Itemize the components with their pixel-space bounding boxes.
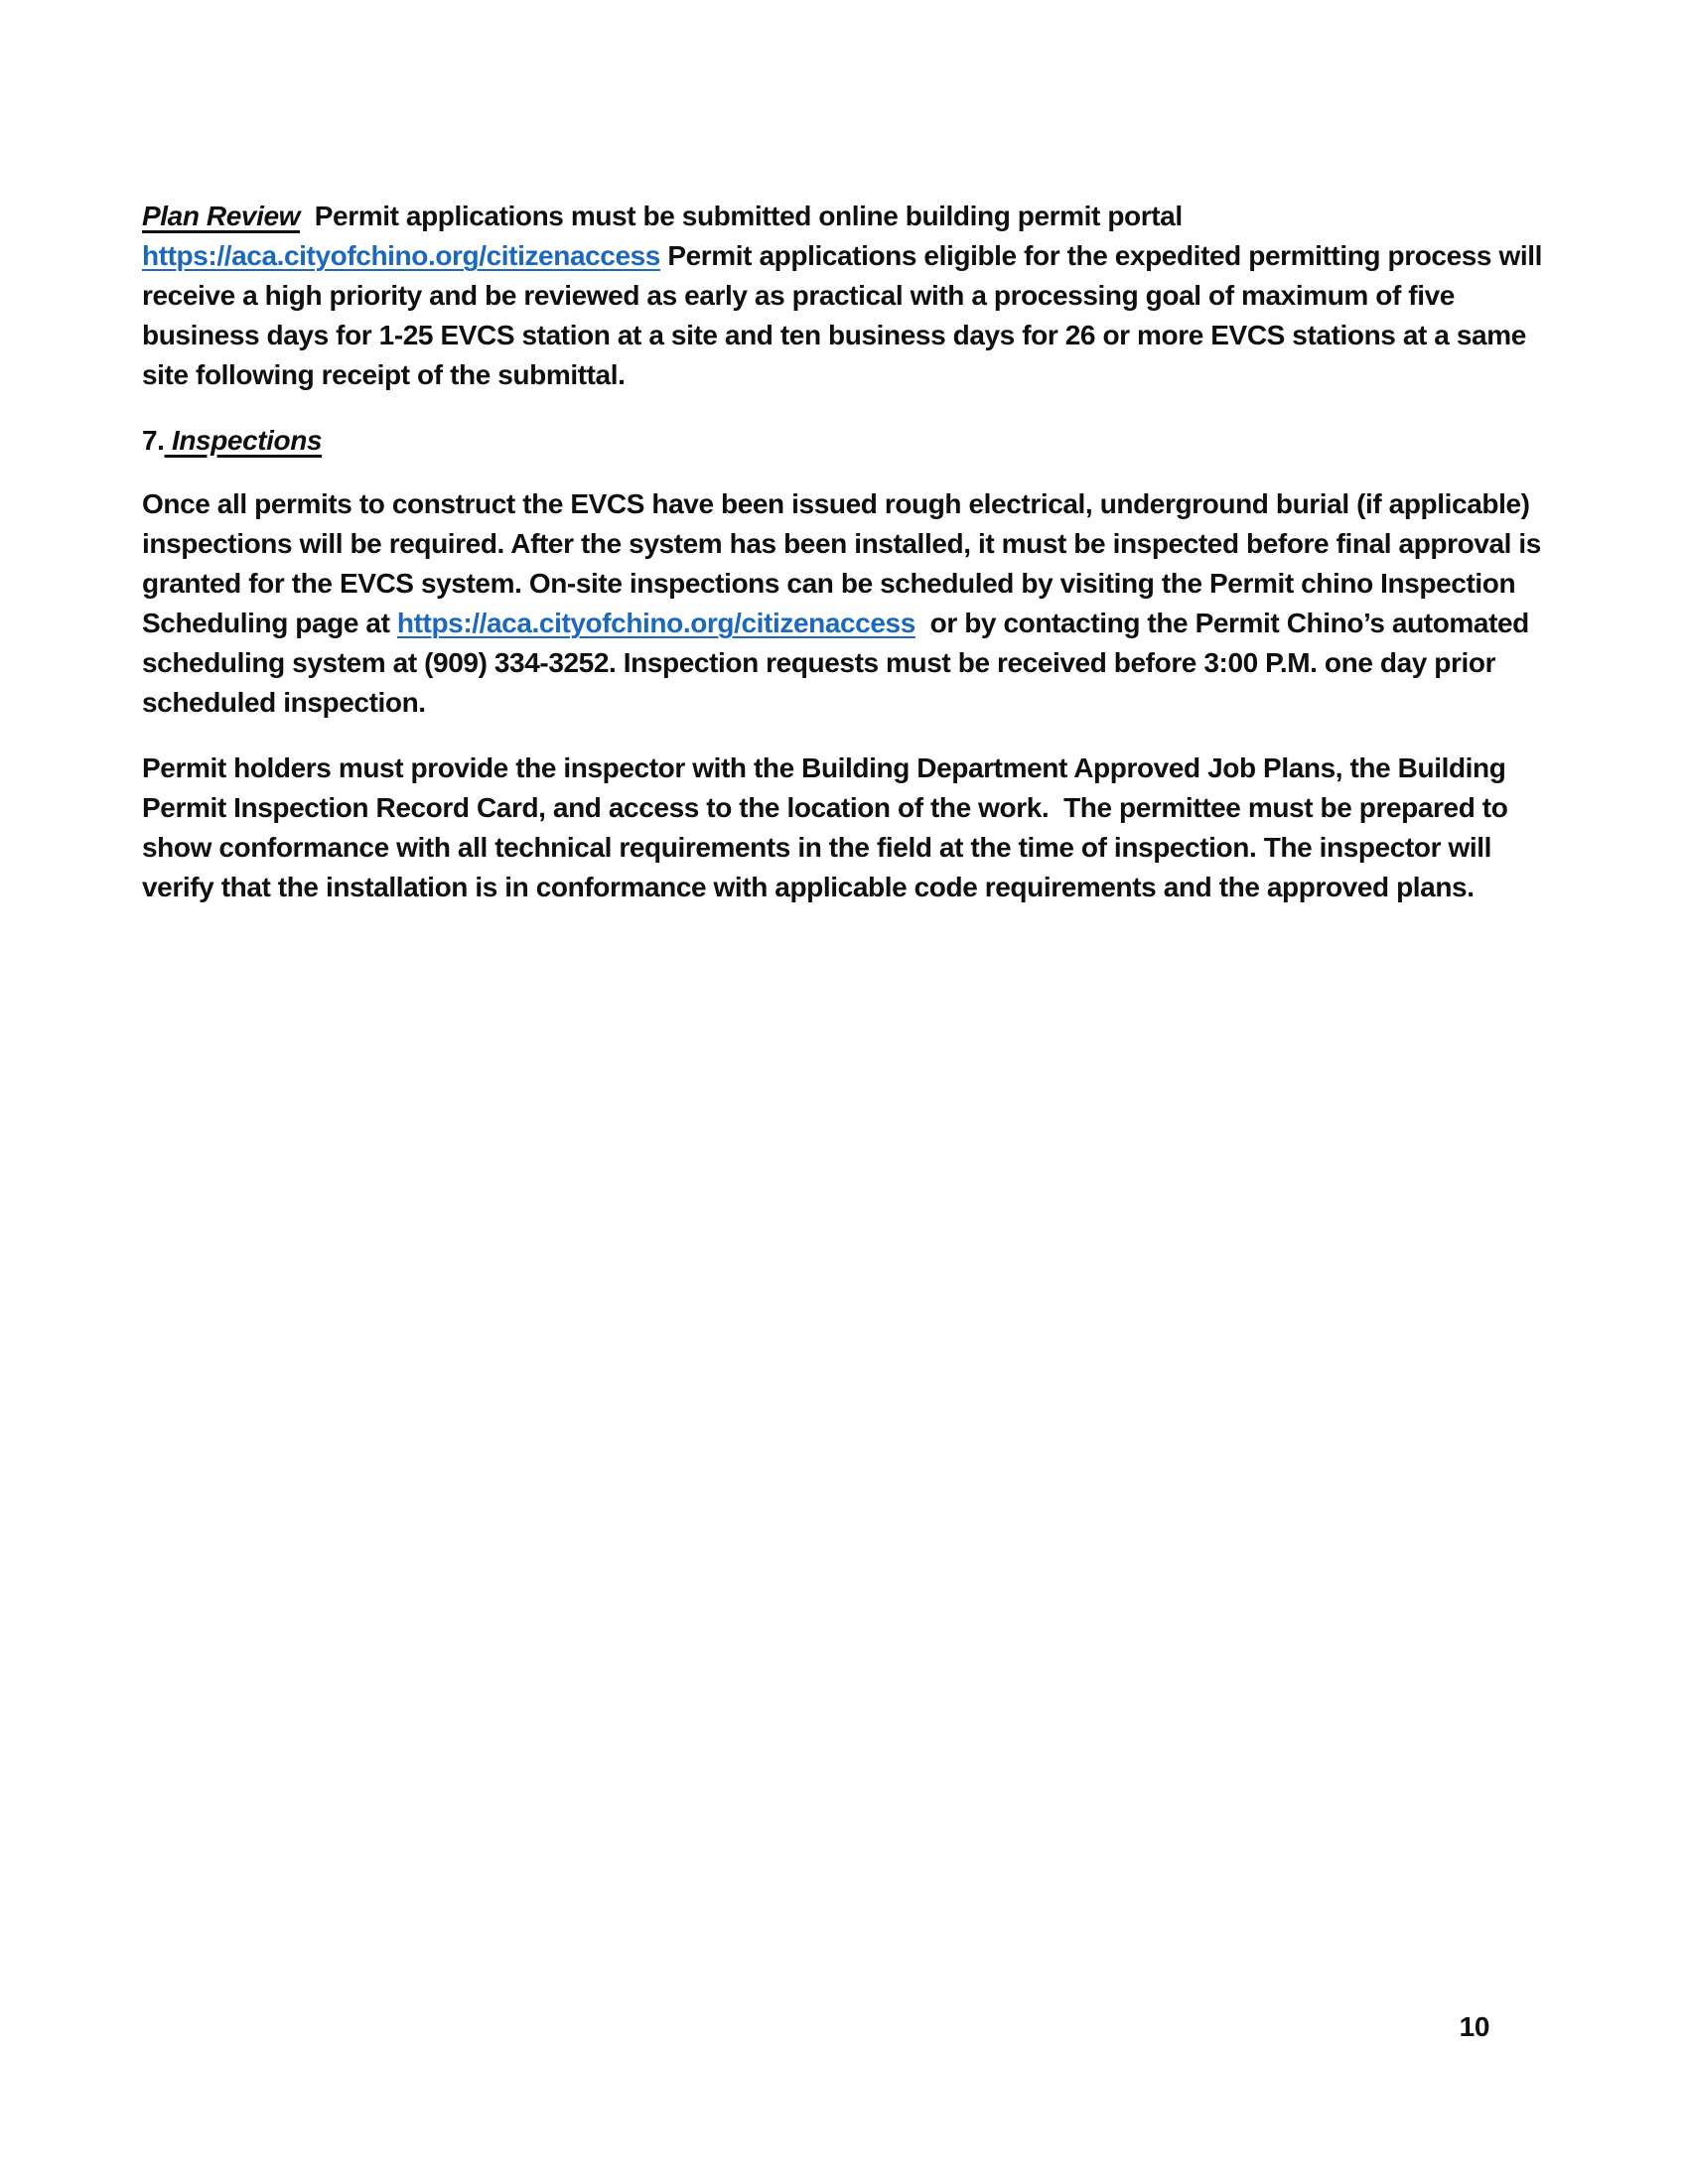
plan-review-text-1: Permit applications must be submitted online building permit portal [300, 201, 1191, 231]
section-heading-inspections [142, 421, 1564, 461]
inspections-text-2: or by contacting the Permit Chino’s automated scheduling system at (909) 334-3252. Inspection requests must be received before 3:00 P.M. one day prior scheduled inspection. [142, 608, 1537, 718]
plan-review-text-2: Permit applications eligible for the expedited permitting process will receive a high priority and be reviewed as early as practical with a processing goal of maximum of five business days for 1-25 EVCS station at a site and ten business days for 26 or more EVCS stations at a same site following receipt of the submittal. [142, 240, 1550, 390]
paragraph-inspections-scheduling [142, 484, 1564, 723]
plan-review-run-in-heading: Plan Review [142, 201, 301, 231]
page-number: 10 [1459, 2011, 1489, 2042]
document-body [142, 197, 1564, 933]
inspections-text-1: Once all permits to construct the EVCS have been issued rough electrical, underground burial (if applicable) inspections will be required. After the system has been installed, it must be inspected before final approval is granted for the EVCS system. On-site inspections can be scheduled by visiting the Permit chino Inspection Scheduling page at [142, 488, 1549, 638]
paragraph-permit-holders [142, 749, 1564, 907]
paragraph-plan-review [142, 197, 1564, 395]
citizen-access-link-2[interactable]: https://aca.cityofchino.org/citizenaccess [396, 608, 915, 638]
section-number: 7. [142, 425, 165, 456]
section-title: Inspections [164, 425, 323, 456]
citizen-access-link-1[interactable]: https://aca.cityofchino.org/citizenaccess [142, 240, 660, 271]
permit-holders-text: Permit holders must provide the inspector with the Building Department Approved Job Plans, the Building Permit Inspection Record Card, and access to the location of the work. The permittee must be prepared to show conformance with all technical requirements in the field at the time of inspection. The inspector will verify that the installation is in conformance with applicable code requirements and the approved plans. [142, 752, 1515, 902]
